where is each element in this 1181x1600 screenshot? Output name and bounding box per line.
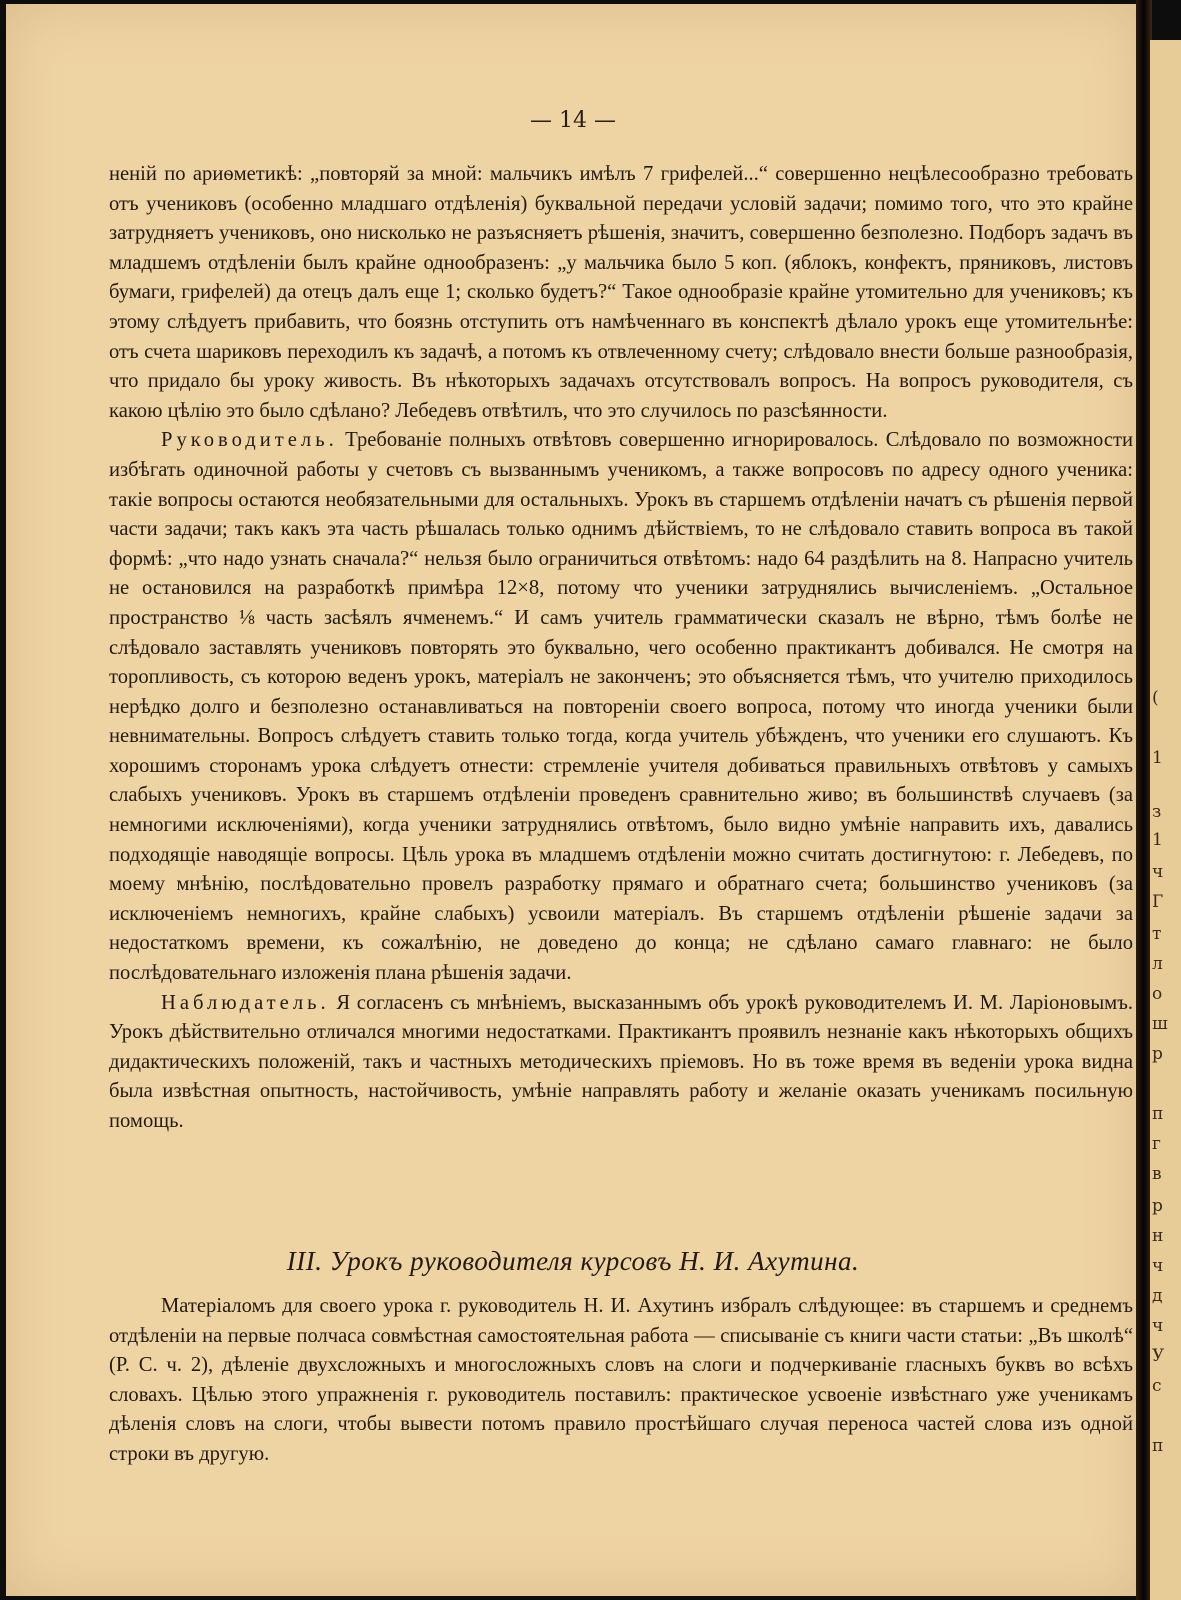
section-heading: III. Урокъ руководителя курсовъ Н. И. Ахутина. (286, 1246, 860, 1276)
next-page-fragment: р (1152, 1044, 1163, 1064)
next-page-fragment: л (1152, 954, 1163, 974)
next-page-fragment: п (1152, 1104, 1164, 1124)
next-page-fragment: 1 (1152, 748, 1163, 768)
speaker-label-observer: Наблюдатель. (161, 991, 330, 1014)
paragraph-1: неній по ариѳметикѣ: „повторяй за мной: мальчикъ имѣлъ 7 грифелей...“ совершенно нецѣлесообразно требовать отъ учениковъ (особенно младшаго отдѣленія) буквальной передачи условій задачи; помимо того, что это крайне затрудняетъ учениковъ, оно нисколько не разъясняетъ рѣшенія, значитъ, совершенно безполезно. Подборъ задачъ въ младшемъ отдѣленіи былъ крайне однообразенъ: „у мальчика было 5 коп. (яблокъ, конфектъ, пряниковъ, листовъ бумаги, грифелей) да отецъ далъ еще 1; сколько будетъ?“ Такое однообразіе крайне утомительно для учениковъ; къ этому слѣдуетъ прибавить, что боязнь отступить отъ намѣченнаго въ конспектѣ дѣлало урокъ еще утомительнѣе: отъ счета шариковъ переходилъ къ задачѣ, а потомъ къ отвлеченному счету; слѣдовало внести больше разнообразія, что придало бы уроку живость. Въ нѣкоторыхъ задачахъ отсутствовалъ вопросъ. На вопросъ руководителя, съ какою цѣлію это было сдѣлано? Лебедевъ отвѣтилъ, что это случилось по разсѣянности. (109, 163, 1133, 422)
next-page-fragment: ш (1152, 1014, 1168, 1034)
next-page-edge (1150, 40, 1181, 1600)
paragraph-3 (109, 989, 1133, 1137)
speaker-label-leader: Руководитель. (161, 429, 338, 452)
main-text-upper (109, 160, 1133, 1137)
next-page-fragment: Г (1152, 892, 1164, 912)
next-page-fragment: 1 (1152, 830, 1163, 850)
paragraph-3-text: Я согласенъ съ мнѣніемъ, высказаннымъ объ урокѣ руководителемъ И. М. Ларіоновымъ. Урокъ дѣйствительно отличался многими недостатками. Практикантъ проявилъ незнаніе какъ нѣкоторыхъ общихъ дидактическихъ положеній, такъ и частныхъ методическихъ пріемовъ. Но въ тоже время въ веденіи урока видна была извѣстная опытность, настойчивость, умѣніе направлять работу и желаніе оказать ученикамъ посильную помощь. (109, 991, 1133, 1132)
next-page-fragment: У (1152, 1346, 1165, 1366)
next-page-fragment: ч (1152, 862, 1164, 882)
main-text-lower (109, 1292, 1133, 1470)
next-page-fragment: з (1152, 802, 1162, 822)
document-page (6, 4, 1140, 1596)
next-page-fragment: г (1152, 1134, 1161, 1154)
paragraph-2 (109, 426, 1133, 988)
next-page-fragment: ч (1152, 1256, 1164, 1276)
next-page-fragment: т (1152, 924, 1162, 944)
next-page-fragment: п (1152, 1436, 1164, 1456)
paragraph-2-text: Требованіе полныхъ отвѣтовъ совершенно игнорировалось. Слѣдовало по возможности избѣгать одиночной работы у счетовъ съ вызваннымъ ученикомъ, а также вопросовъ по адресу одного ученика: такіе вопросы остаются необязательными для остальныхъ. Урокъ въ старшемъ отдѣленіи начатъ съ рѣшенія первой части задачи; такъ какъ эта часть рѣшалась только однимъ дѣйствіемъ, то не слѣдовало ставить вопроса въ такой формѣ: „что надо узнать сначала?“ нельзя было ограничиться отвѣтомъ: надо 64 раздѣлить на 8. Напрасно учитель не остановился на разработкѣ примѣра 12×8, потому что ученики затруднялись вычисленіемъ. „Остальное пространство ⅛ часть засѣялъ ячменемъ.“ И самъ учитель грамматически сказалъ не вѣрно, тѣмъ болѣе не слѣдовало заставлять учениковъ повторять это буквально, чего особенно практикантъ добивался. Не смотря на торопливость, съ которою веденъ урокъ, матеріалъ не законченъ; это объясняется тѣмъ, что учителю приходилось нерѣдко долго и безполезно останавливаться на повтореніи своего вопроса, потому что иногда ученики были невнимательны. Вопросъ слѣдуетъ ставить только тогда, когда учитель убѣжденъ, что ученики его слушаютъ. Къ хорошимъ сторонамъ урока слѣдуетъ отнести: стремленіе учителя добиваться правильныхъ отвѣтовъ у самыхъ слабыхъ учениковъ. Урокъ въ старшемъ отдѣленіи проведенъ сравнительно живо; въ большинствѣ случаевъ (за немногими исключеніями), когда ученики затруднялись отвѣтомъ, было видно умѣніе направить ихъ, давались подходящіе наводящіе вопросы. Цѣль урока въ младшемъ отдѣленіи можно считать достигнутою: г. Лебедевъ, по моему мнѣнію, послѣдовательно провелъ разработку прямаго и обратнаго счета; большинство учениковъ (за исключеніемъ немногихъ, крайне слабыхъ) усвоили матеріалъ. Въ старшемъ отдѣленіи рѣшеніе задачи за недостаткомъ времени, къ сожалѣнію, не доведено до конца; не сдѣлано самаго главнаго: не было послѣдовательнаго изложенія плана рѣшенія задачи. (109, 429, 1133, 985)
page-number: — 14 — (530, 108, 616, 133)
next-page-fragment: с (1152, 1376, 1162, 1396)
paragraph-4: Матеріаломъ для своего урока г. руководитель Н. И. Ахутинъ избралъ слѣдующее: въ старшемъ и среднемъ отдѣленіи на первые полчаса совмѣстная самостоятельная работа — списываніе съ книги части статьи: „Въ школѣ“ (Р. С. ч. 2), дѣленіе двухсложныхъ и многосложныхъ словъ на слоги и подчеркиваніе гласныхъ буквъ во всѣхъ словахъ. Цѣлью этого упражненія г. руководитель поставилъ: практическое усвоеніе извѣстнаго уже ученикамъ дѣленія словъ на слоги, чтобы вывести потомъ правило простѣйшаго случая переноса частей слова изъ одной строки въ другую. (109, 1295, 1133, 1465)
next-page-fragment: н (1152, 1226, 1164, 1246)
next-page-fragment: в (1152, 1164, 1162, 1184)
next-page-fragment: р (1152, 1196, 1163, 1216)
next-page-fragment: д (1152, 1286, 1163, 1306)
next-page-fragment: о (1152, 984, 1163, 1004)
next-page-fragment: ч (1152, 1316, 1164, 1336)
next-page-fragment: ( (1152, 688, 1159, 708)
